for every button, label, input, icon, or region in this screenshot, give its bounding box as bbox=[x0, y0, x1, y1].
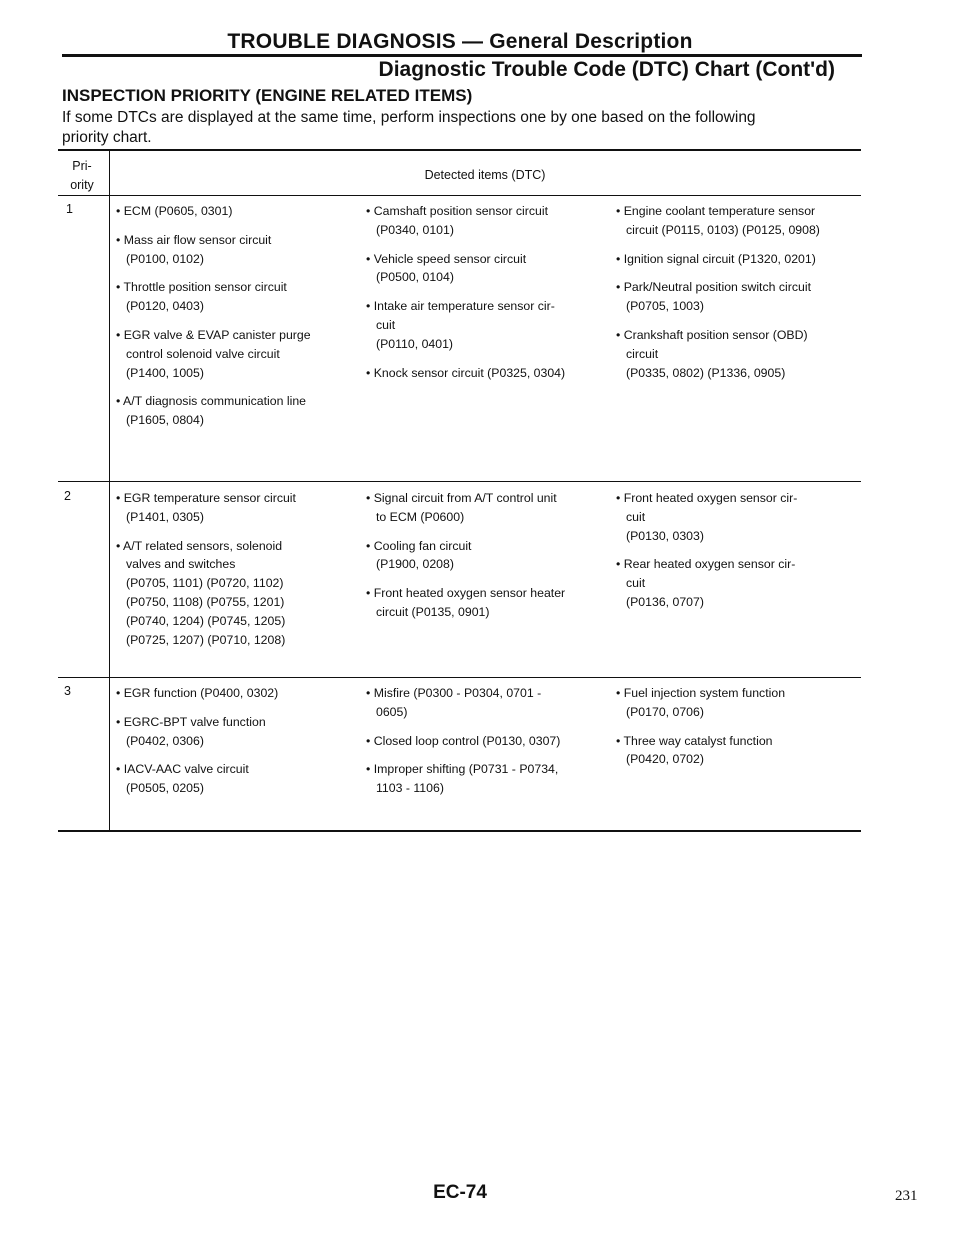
header-priority-line: Pri- bbox=[72, 159, 92, 173]
dtc-item bbox=[116, 392, 311, 430]
dtc-item-detail: (P0705, 1003) bbox=[626, 299, 704, 314]
dtc-item bbox=[616, 732, 785, 770]
dtc-item-detail: (P0100, 0102) bbox=[126, 251, 204, 266]
dtc-item bbox=[616, 326, 820, 382]
dtc-item bbox=[116, 231, 311, 269]
dtc-item-detail: (P0402, 0306) bbox=[126, 733, 204, 748]
dtc-item-label: • EGRC-BPT valve function bbox=[116, 713, 278, 732]
dtc-item-label: • Throttle position sensor circuit bbox=[116, 278, 311, 297]
intro-paragraph bbox=[62, 108, 862, 148]
dtc-item bbox=[116, 489, 296, 527]
dtc-item-label: • Front heated oxygen sensor cir- bbox=[616, 489, 797, 508]
dtc-item bbox=[366, 489, 565, 527]
dtc-item-label: • ECM (P0605, 0301) bbox=[116, 202, 311, 221]
dtc-item-detail: (P1400, 1005) bbox=[126, 365, 204, 380]
dtc-item-label: • EGR temperature sensor circuit bbox=[116, 489, 296, 508]
detected-items-cell bbox=[116, 202, 311, 430]
detected-items-cell bbox=[366, 202, 565, 382]
dtc-item-detail: cuit bbox=[626, 576, 646, 591]
dtc-item bbox=[116, 760, 278, 798]
dtc-item-label: • Park/Neutral position switch circuit bbox=[616, 278, 820, 297]
detected-items-cell bbox=[616, 684, 785, 769]
dtc-item-label: • EGR function (P0400, 0302) bbox=[116, 684, 278, 703]
dtc-item bbox=[366, 584, 565, 622]
header-priority-line: ority bbox=[70, 178, 94, 192]
header-rule bbox=[62, 54, 862, 57]
dtc-item-detail: (P1900, 0208) bbox=[376, 557, 454, 572]
dtc-item-label: • Front heated oxygen sensor heater bbox=[366, 584, 565, 603]
dtc-item-detail: (P0110, 0401) bbox=[376, 336, 454, 351]
dtc-item-detail: circuit (P0135, 0901) bbox=[376, 604, 490, 619]
dtc-item bbox=[116, 278, 311, 316]
dtc-item-detail: (P0505, 0205) bbox=[126, 781, 204, 796]
detected-items-cell bbox=[366, 489, 565, 622]
dtc-item-label: • Vehicle speed sensor circuit bbox=[366, 250, 565, 269]
page-header-subtitle: Diagnostic Trouble Code (DTC) Chart (Cont'd) bbox=[378, 58, 835, 81]
dtc-item bbox=[616, 250, 820, 269]
dtc-item-label: • Misfire (P0300 - P0304, 0701 - bbox=[366, 684, 560, 703]
dtc-item bbox=[116, 326, 311, 382]
dtc-item-label: • Closed loop control (P0130, 0307) bbox=[366, 732, 560, 751]
dtc-item-label: • Engine coolant temperature sensor bbox=[616, 202, 820, 221]
row-divider bbox=[58, 481, 861, 482]
dtc-item-detail: (P0500, 0104) bbox=[376, 270, 454, 285]
dtc-item-detail: (P0750, 1108) (P0755, 1201) bbox=[126, 594, 285, 609]
table-bottom-rule bbox=[58, 830, 861, 832]
intro-line: If some DTCs are displayed at the same time, perform inspections one by one based on the following bbox=[62, 109, 756, 126]
detected-items-cell bbox=[616, 489, 797, 612]
page-number: 231 bbox=[895, 1188, 918, 1204]
dtc-item-label: • Signal circuit from A/T control unit bbox=[366, 489, 565, 508]
dtc-item-label: • Crankshaft position sensor (OBD) bbox=[616, 326, 820, 345]
dtc-item-detail: (P0725, 1207) (P0710, 1208) bbox=[126, 632, 286, 647]
intro-line: priority chart. bbox=[62, 129, 152, 146]
section-title: INSPECTION PRIORITY (ENGINE RELATED ITEMS) bbox=[62, 86, 473, 105]
dtc-item-detail: cuit bbox=[376, 317, 396, 332]
dtc-item-label: • Rear heated oxygen sensor cir- bbox=[616, 555, 797, 574]
priority-column-divider bbox=[109, 150, 110, 831]
detected-items-cell bbox=[616, 202, 820, 382]
dtc-item-detail: valves and switches bbox=[126, 557, 236, 572]
row-divider bbox=[58, 677, 861, 678]
dtc-item-detail: (P0420, 0702) bbox=[626, 752, 704, 767]
dtc-item-detail: (P0170, 0706) bbox=[626, 704, 704, 719]
detected-items-cell bbox=[116, 684, 278, 798]
dtc-item bbox=[366, 684, 560, 722]
priority-number: 2 bbox=[64, 489, 71, 503]
dtc-item-label: • Intake air temperature sensor cir- bbox=[366, 297, 565, 316]
dtc-item-detail: circuit bbox=[626, 346, 659, 361]
header-bottom-rule bbox=[58, 195, 861, 196]
header-detected-items: Detected items (DTC) bbox=[424, 168, 546, 182]
dtc-item bbox=[616, 555, 797, 611]
dtc-item bbox=[366, 202, 565, 240]
dtc-item bbox=[616, 278, 820, 316]
dtc-item-detail: circuit (P0115, 0103) (P0125, 0908) bbox=[626, 222, 820, 237]
dtc-item bbox=[616, 202, 820, 240]
dtc-item-detail: cuit bbox=[626, 509, 646, 524]
dtc-item-detail: (P0335, 0802) (P1336, 0905) bbox=[626, 365, 786, 380]
dtc-item-detail: (P1605, 0804) bbox=[126, 413, 204, 428]
dtc-item-label: • Three way catalyst function bbox=[616, 732, 785, 751]
dtc-item-label: • EGR valve & EVAP canister purge bbox=[116, 326, 311, 345]
dtc-item bbox=[366, 250, 565, 288]
dtc-item bbox=[116, 684, 278, 703]
page-header-title: TROUBLE DIAGNOSIS — General Description bbox=[227, 30, 693, 53]
dtc-item-label: • A/T diagnosis communication line bbox=[116, 392, 311, 411]
dtc-item-label: • Cooling fan circuit bbox=[366, 537, 565, 556]
detected-items-cell bbox=[366, 684, 560, 798]
dtc-item-detail: to ECM (P0600) bbox=[376, 509, 465, 524]
dtc-item-label: • Improper shifting (P0731 - P0734, bbox=[366, 760, 560, 779]
dtc-item bbox=[116, 202, 311, 221]
dtc-item bbox=[616, 489, 797, 545]
dtc-item-detail: 0605) bbox=[376, 704, 408, 719]
dtc-item-label: • IACV-AAC valve circuit bbox=[116, 760, 278, 779]
dtc-item bbox=[366, 364, 565, 383]
dtc-item-label: • Mass air flow sensor circuit bbox=[116, 231, 311, 250]
dtc-item-detail: (P0705, 1101) (P0720, 1102) bbox=[126, 576, 284, 591]
dtc-item-detail: 1103 - 1106) bbox=[376, 781, 444, 796]
priority-number: 1 bbox=[66, 202, 73, 216]
dtc-item bbox=[366, 297, 565, 353]
dtc-item-detail: (P0136, 0707) bbox=[626, 594, 704, 609]
dtc-item-label: • Ignition signal circuit (P1320, 0201) bbox=[616, 250, 820, 269]
detected-items-cell bbox=[116, 489, 296, 649]
dtc-item-detail: (P0130, 0303) bbox=[626, 528, 704, 543]
dtc-item bbox=[366, 760, 560, 798]
dtc-item-label: • Knock sensor circuit (P0325, 0304) bbox=[366, 364, 565, 383]
dtc-item-detail: (P0120, 0403) bbox=[126, 299, 204, 314]
dtc-item bbox=[366, 732, 560, 751]
dtc-item bbox=[366, 537, 565, 575]
page-code: EC-74 bbox=[433, 1182, 487, 1203]
priority-number: 3 bbox=[64, 684, 71, 698]
dtc-item bbox=[616, 684, 785, 722]
dtc-item-detail: (P0340, 0101) bbox=[376, 222, 454, 237]
dtc-item-label: • Fuel injection system function bbox=[616, 684, 785, 703]
dtc-item bbox=[116, 537, 296, 650]
dtc-item bbox=[116, 713, 278, 751]
header-priority bbox=[60, 157, 104, 195]
dtc-item-label: • A/T related sensors, solenoid bbox=[116, 537, 296, 556]
dtc-item-label: • Camshaft position sensor circuit bbox=[366, 202, 565, 221]
dtc-item-detail: (P0740, 1204) (P0745, 1205) bbox=[126, 613, 286, 628]
dtc-item-detail: (P1401, 0305) bbox=[126, 509, 204, 524]
dtc-item-detail: control solenoid valve circuit bbox=[126, 346, 280, 361]
table-top-rule bbox=[58, 149, 861, 151]
